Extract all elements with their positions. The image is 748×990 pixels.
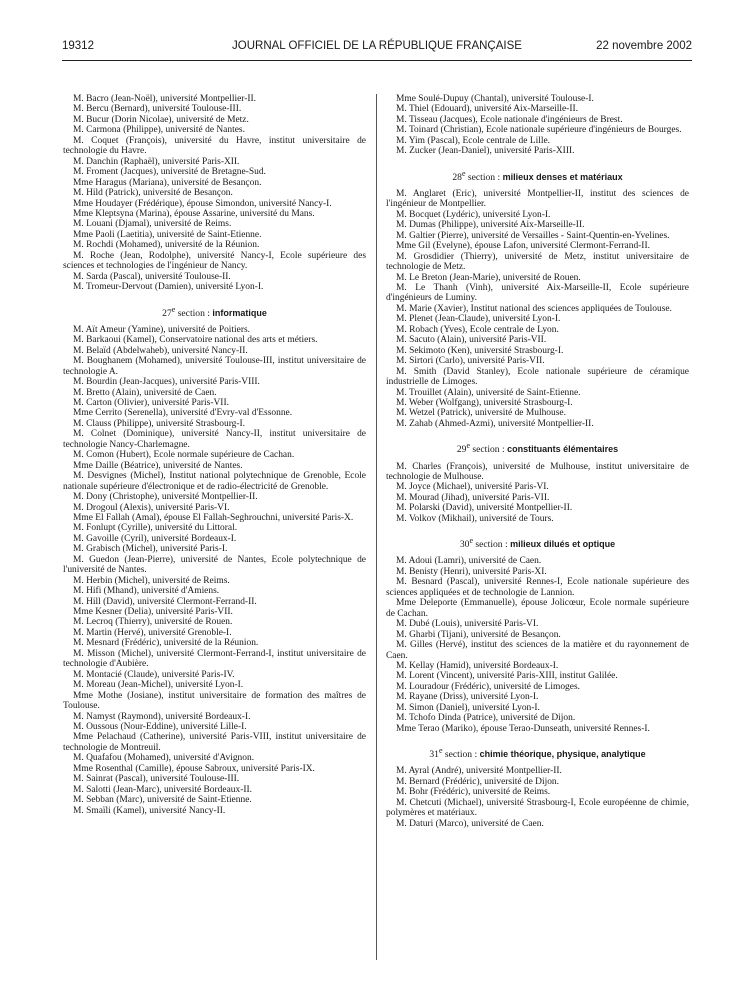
appointee-entry: M. Mesnard (Frédéric), université de la Réunion.: [73, 638, 259, 649]
appointee-entry: M. Bercu (Bernard), université Toulouse-III.: [73, 104, 242, 115]
appointee-entry: M. Aït Ameur (Yamine), université de Poitiers.: [73, 324, 251, 335]
appointee-entry: Mme Paoli (Laetitia), université de Saint-Etienne.: [73, 229, 262, 240]
appointee-entry: M. Tromeur-Dervout (Damien), université Lyon-I.: [73, 282, 264, 293]
appointee-entry: M. Belaïd (Abdelwaheb), université Nancy-II.: [73, 345, 248, 356]
appointee-entry: Mme Deleporte (Emmanuelle), épouse Jolicœur, Ecole normale supérieure de Cachan.: [386, 598, 689, 619]
appointee-entry: M. Plenet (Jean-Claude), université Lyon-I.: [396, 314, 561, 325]
appointee-entry: M. Louani (Djamal), université de Reims.: [73, 219, 232, 230]
appointee-entry: M. Barkaoui (Kamel), Conservatoire national des arts et métiers.: [73, 335, 318, 346]
appointee-entry: M. Chetcuti (Michael), université Strasbourg-I, Ecole européenne de chimie, polymères et matériaux.: [386, 797, 689, 819]
entry-list: [386, 556, 689, 734]
appointee-entry: M. Bucur (Dorin Nicolae), université de Metz.: [73, 114, 249, 125]
appointee-entry: M. Sainrat (Pascal), université Toulouse-III.: [73, 774, 240, 785]
appointee-entry: M. Coquet (François), université du Havre, institut universitaire de technologie du Havre.: [63, 135, 366, 157]
entry-list: [386, 462, 689, 525]
appointee-entry: M. Clauss (Philippe), université Strasbourg-I.: [73, 418, 246, 429]
appointee-entry: M. Fonlupt (Cyrille), université du Littoral.: [73, 523, 238, 534]
appointee-entry: Mme Terao (Mariko), épouse Terao-Dunseath, université Rennes-I.: [396, 723, 650, 734]
section-heading-30: 30e section : milieux dilués et optique: [459, 536, 616, 551]
appointee-entry: M. Misson (Michel), université Clermont-Ferrand-I, institut universitaire de technologie d'Aubière.: [63, 648, 366, 670]
appointee-entry: M. Salotti (Jean-Marc), université Bordeaux-II.: [73, 784, 252, 795]
appointee-entry: M. Moreau (Jean-Michel), université Lyon-I.: [73, 680, 244, 691]
appointee-entry: Mme Soulé-Dupuy (Chantal), université Toulouse-I.: [396, 94, 594, 104]
appointee-entry: M. Bretto (Alain), université de Caen.: [73, 387, 217, 398]
appointee-entry: Mme Kesner (Delia), université Paris-VII.: [73, 607, 233, 618]
column-divider: [376, 94, 377, 960]
appointee-entry: M. Sirtori (Carlo), université Paris-VII.: [396, 356, 545, 367]
appointee-entry: M. Tchofo Dinda (Patrice), université de Dijon.: [396, 713, 576, 724]
appointee-entry: M. Bohr (Frédéric), université de Reims.: [396, 787, 551, 798]
appointee-entry: M. Sebban (Marc), université de Saint-Etienne.: [73, 795, 252, 806]
appointee-entry: M. Montacié (Claude), université Paris-IV.: [73, 669, 235, 680]
appointee-entry: M. Drogoul (Alexis), université Paris-VI.: [73, 502, 230, 513]
section-heading-27: 27e section : informatique: [162, 304, 267, 319]
appointee-entry: M. Robach (Yves), Ecole centrale de Lyon.: [396, 324, 559, 335]
header-rule: [62, 60, 692, 61]
appointee-entry: Mme Houdayer (Frédérique), épouse Simondon, université Nancy-I.: [73, 198, 332, 209]
appointee-entry: M. Bocquet (Lydéric), université Lyon-I.: [396, 209, 551, 220]
entry-list: [386, 766, 689, 829]
appointee-entry: M. Weber (Wolfgang), université Strasbourg-I.: [396, 397, 573, 408]
appointee-entry: Mme El Fallah (Amal), épouse El Fallah-Seghrouchni, université Paris-X.: [73, 512, 354, 523]
appointee-entry: M. Herbin (Michel), université de Reims.: [73, 575, 230, 586]
appointee-entry: M. Charles (François), université de Mulhouse, institut universitaire de technologie de Mulhouse.: [386, 461, 689, 482]
appointee-entry: M. Mourad (Jihad), université Paris-VII.: [396, 492, 550, 503]
appointee-entry: M. Roche (Jean, Rodolphe), université Nancy-I, Ecole supérieure des sciences et technologies de l'ingénieur de Nancy.: [63, 250, 366, 272]
appointee-entry: M. Quafafou (Mohamed), université d'Avignon.: [73, 753, 255, 764]
appointee-entry: M. Carton (Olivier), université Paris-VII.: [73, 397, 229, 408]
appointee-entry: M. Toinard (Christian), Ecole nationale supérieure d'ingénieurs de Bourges.: [396, 125, 682, 136]
appointee-entry: M. Adoui (Lamri), université de Caen.: [396, 556, 542, 567]
appointee-entry: M. Kellay (Hamid), université Bordeaux-I.: [396, 660, 559, 671]
appointee-entry: M. Grabisch (Michel), université Paris-I.: [73, 544, 228, 555]
appointee-entry: M. Marie (Xavier), Institut national des sciences appliquées de Toulouse.: [396, 303, 672, 314]
appointee-entry: M. Hifi (Mhand), université d'Amiens.: [73, 586, 220, 597]
appointee-entry: M. Galtier (Pierre), université de Versailles - Saint-Quentin-en-Yvelines.: [396, 230, 670, 241]
appointee-entry: Mme Mothe (Josiane), institut universitaire de formation des maîtres de Toulouse.: [63, 690, 366, 712]
appointee-entry: M. Thiel (Edouard), université Aix-Marseille-II.: [396, 104, 578, 115]
page-header: [62, 40, 692, 56]
appointee-entry: M. Hild (Patrick), université de Besançon.: [73, 188, 233, 199]
appointee-entry: Mme Daille (Béatrice), université de Nantes.: [73, 460, 243, 471]
issue-date: 22 novembre 2002: [596, 40, 692, 52]
section-heading-31: 31e section : chimie théorique, physique, analytique: [429, 746, 646, 761]
appointee-entry: M. Lorent (Vincent), université Paris-XIII, institut Galilée.: [396, 671, 618, 682]
appointee-entry: M. Gharbi (Tijani), université de Besançon.: [396, 629, 561, 640]
appointee-entry: M. Le Thanh (Vinh), université Aix-Marseille-II, Ecole supérieure d'ingénieurs de Luminy.: [386, 282, 689, 304]
appointee-entry: M. Dubé (Louis), université Paris-VI.: [396, 619, 539, 630]
appointee-entry: M. Boughanem (Mohamed), université Toulouse-III, institut universitaire de technologie A.: [63, 356, 366, 377]
appointee-entry: M. Ayral (André), université Montpellier-II.: [396, 766, 562, 777]
appointee-entry: M. Wetzel (Patrick), université de Mulhouse.: [396, 408, 566, 419]
appointee-entry: M. Daturi (Marco), université de Caen.: [396, 818, 544, 829]
appointee-entry: M. Besnard (Pascal), université Rennes-I, Ecole nationale supérieure des sciences appliquées et de technologie de Lannion.: [386, 577, 689, 598]
appointee-entry: M. Sacuto (Alain), université Paris-VII.: [396, 335, 547, 346]
appointee-entry: M. Yim (Pascal), Ecole centrale de Lille.: [396, 135, 550, 146]
section-heading-28: 28e section : milieux denses et matériaux: [452, 168, 623, 183]
left-column: [63, 94, 366, 816]
appointee-entry: M. Froment (Jacques), université de Bretagne-Sud.: [73, 167, 266, 178]
appointee-entry: M. Sekimoto (Ken), université Strasbourg-I.: [396, 345, 564, 356]
appointee-entry: M. Carmona (Philippe), université de Nantes.: [73, 125, 245, 136]
appointee-entry: M. Zahab (Ahmed-Azmi), université Montpellier-II.: [396, 418, 594, 429]
appointee-entry: M. Bernard (Frédéric), université de Dijon.: [396, 776, 560, 787]
appointee-entry: M. Danchin (Raphaël), université Paris-XII.: [73, 156, 240, 167]
appointee-entry: M. Hill (David), université Clermont-Ferrand-II.: [73, 596, 257, 607]
appointee-entry: M. Colnet (Dominique), université Nancy-II, institut universitaire de technologie Nancy-Charlemagne.: [63, 429, 366, 450]
appointee-entry: M. Bourdin (Jean-Jacques), université Paris-VIII.: [73, 377, 260, 388]
appointee-entry: M. Comon (Hubert), Ecole normale supérieure de Cachan.: [73, 450, 295, 461]
appointee-entry: M. Tisseau (Jacques), Ecole nationale d'ingénieurs de Brest.: [396, 114, 623, 125]
appointee-entry: M. Smaïli (Kamel), université Nancy-II.: [73, 805, 226, 816]
appointee-entry: M. Smith (David Stanley), Ecole nationale supérieure de céramique industrielle de Limoges.: [386, 366, 689, 388]
appointee-entry: M. Gavoille (Cyril), université Bordeaux-I.: [73, 533, 237, 544]
entry-list: [386, 94, 689, 157]
appointee-entry: M. Trouillet (Alain), université de Saint-Etienne.: [396, 387, 581, 398]
appointee-entry: M. Joyce (Michael), université Paris-VI.: [396, 482, 549, 493]
entry-list: [386, 189, 689, 429]
appointee-entry: M. Louradour (Frédéric), université de Limoges.: [396, 681, 580, 692]
appointee-entry: M. Simon (Daniel), université Lyon-I.: [396, 702, 540, 713]
appointee-entry: Mme Cerrito (Serenella), université d'Evry-val d'Essonne.: [73, 408, 293, 419]
right-column: [386, 94, 689, 829]
appointee-entry: Mme Haragus (Mariana), université de Besançon.: [73, 177, 262, 188]
appointee-entry: M. Rochdi (Mohamed), université de la Réunion.: [73, 240, 260, 251]
appointee-entry: M. Oussous (Nour-Eddine), université Lille-I.: [73, 722, 247, 733]
appointee-entry: M. Gilles (Hervé), institut des sciences de la matière et du rayonnement de Caen.: [386, 640, 689, 661]
appointee-entry: M. Dumas (Philippe), université Aix-Marseille-II.: [396, 220, 585, 231]
appointee-entry: M. Anglaret (Eric), université Montpellier-II, institut des sciences de l'ingénieur de Montpellier.: [386, 188, 689, 210]
appointee-entry: M. Sarda (Pascal), université Toulouse-II.: [73, 271, 231, 282]
appointee-entry: M. Desvignes (Michel), Institut national polytechnique de Grenoble, Ecole nationale supérieure d'électronique et de radio-électricité de Grenoble.: [63, 471, 366, 492]
appointee-entry: Mme Gil (Evelyne), épouse Lafon, université Clermont-Ferrand-II.: [396, 241, 650, 252]
section-heading-29: 29e section : constituants élémentaires: [456, 441, 619, 456]
appointee-entry: M. Namyst (Raymond), université Bordeaux-I.: [73, 711, 251, 722]
appointee-entry: M. Martin (Hervé), université Grenoble-I.: [73, 627, 232, 638]
appointee-entry: Mme Pelachaud (Catherine), université Paris-VIII, institut universitaire de technologie de Montreuil.: [63, 732, 366, 753]
journal-title: JOURNAL OFFICIEL DE LA RÉPUBLIQUE FRANÇAISE: [232, 40, 522, 52]
entry-list: [63, 94, 366, 293]
appointee-entry: M. Benisty (Henri), université Paris-XI.: [396, 566, 547, 577]
appointee-entry: M. Dony (Christophe), université Montpellier-II.: [73, 492, 258, 503]
appointee-entry: Mme Kleptsyna (Marina), épouse Assarine, université du Mans.: [73, 208, 315, 219]
entry-list: [63, 325, 366, 816]
appointee-entry: M. Volkov (Mikhail), université de Tours.: [396, 513, 554, 524]
appointee-entry: M. Polarski (David), université Montpellier-II.: [396, 503, 573, 514]
appointee-entry: M. Rayane (Driss), université Lyon-I.: [396, 692, 539, 703]
page-number: 19312: [62, 40, 94, 52]
appointee-entry: Mme Rosenthal (Camille), épouse Sabroux, université Paris-IX.: [73, 763, 315, 774]
appointee-entry: M. Zucker (Jean-Daniel), université Paris-XIII.: [396, 146, 575, 157]
appointee-entry: M. Grosdidier (Thierry), université de Metz, institut universitaire de technologie de Metz.: [386, 251, 689, 273]
appointee-entry: M. Guedon (Jean-Pierre), université de Nantes, Ecole polytechnique de l'université de Nantes.: [63, 554, 366, 576]
appointee-entry: M. Le Breton (Jean-Marie), université de Rouen.: [396, 272, 581, 283]
appointee-entry: M. Bacro (Jean-Noël), université Montpellier-II.: [73, 94, 256, 104]
appointee-entry: M. Lecroq (Thierry), université de Rouen.: [73, 617, 233, 628]
